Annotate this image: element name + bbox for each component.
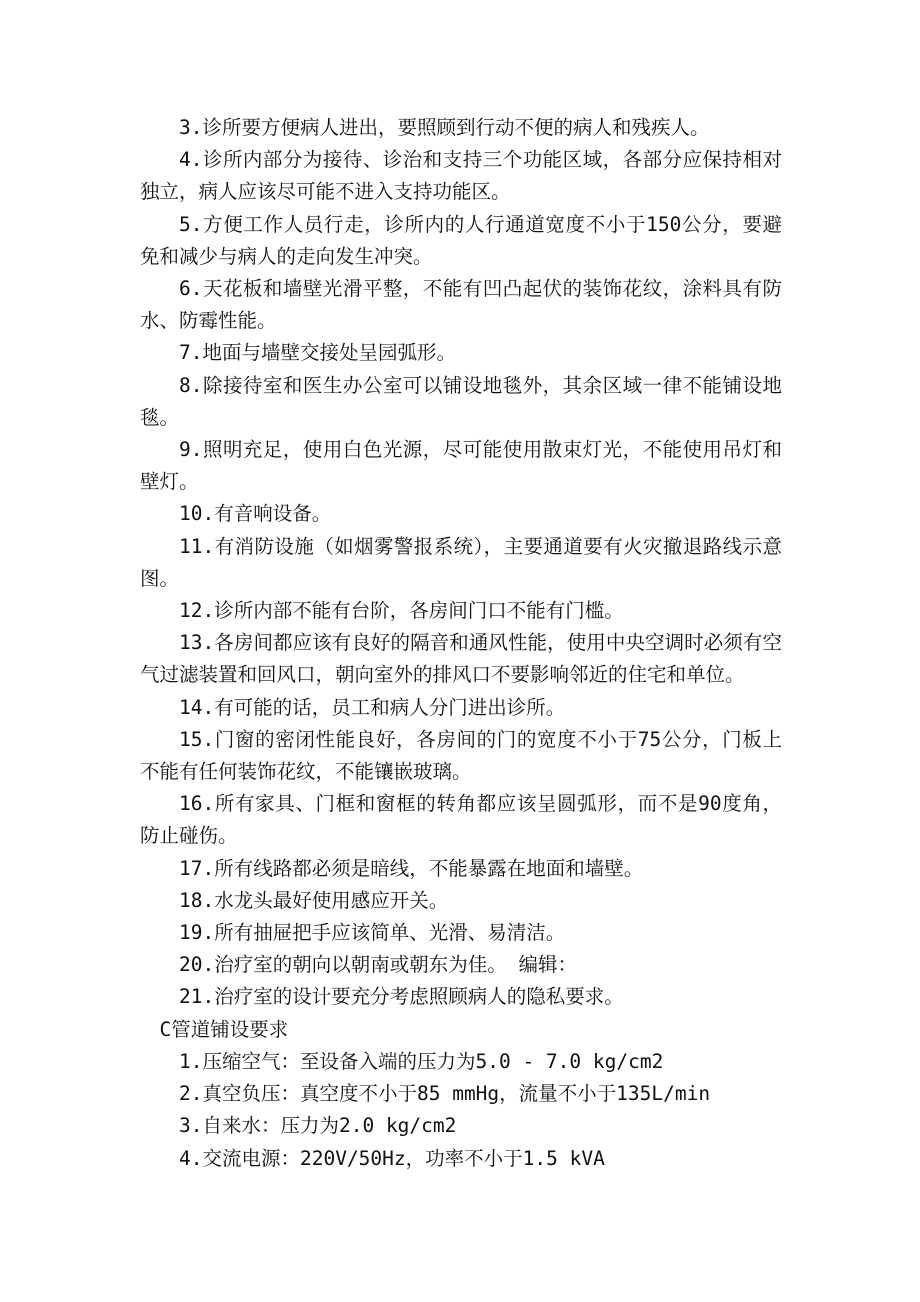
paragraph-item-6: 6.天花板和墙壁光滑平整，不能有凹凸起伏的装饰花纹，涂料具有防水、防霉性能。 [140, 277, 782, 333]
paragraph-item-8: 8.除接待室和医生办公室可以铺设地毯外，其余区域一律不能铺设地毯。 [140, 373, 782, 429]
paragraph-item-16: 16.所有家具、门框和窗框的转角都应该呈圆弧形，而不是90度角，防止碰伤。 [140, 792, 782, 848]
paragraph-item-11: 11.有消防设施（如烟雾警报系统），主要通道要有火灾撤退路线示意图。 [140, 534, 782, 590]
paragraph-item-18: 18.水龙头最好使用感应开关。 [179, 888, 449, 912]
document-body [140, 112, 782, 1175]
paragraph-item-3: 3.诊所要方便病人进出，要照顾到行动不便的病人和残疾人。 [179, 116, 710, 139]
paragraph-item-4: 4.诊所内部分为接待、诊治和支持三个功能区域，各部分应保持相对独立，病人应该尽可能不进入支持功能区。 [140, 148, 782, 204]
paragraph-item-10: 10.有音响设备。 [179, 502, 332, 526]
paragraph-item-17: 17.所有线路都必须是暗线，不能暴露在地面和墙壁。 [179, 856, 644, 880]
paragraph-item-13: 13.各房间都应该有良好的隔音和通风性能，使用中央空调时必须有空气过滤装置和回风口，朝向室外的排风口不要影响邻近的住宅和单位。 [140, 631, 782, 687]
pipe-item-vacuum: 2.真空负压：真空度不小于85 mmHg，流量不小于135L/min [179, 1082, 711, 1106]
pipe-item-tap-water: 3.自来水：压力为2.0 kg/cm2 [179, 1114, 457, 1138]
paragraph-item-15: 15.门窗的密闭性能良好，各房间的门的宽度不小于75公分，门板上不能有任何装饰花纹，不能镶嵌玻璃。 [140, 727, 782, 784]
paragraph-item-9: 9.照明充足，使用白色光源，尽可能使用散束灯光，不能使用吊灯和壁灯。 [140, 438, 782, 494]
pipe-item-ac-power: 4.交流电源：220V/50Hz，功率不小于1.5 kVA [179, 1146, 605, 1170]
paragraph-item-21: 21.治疗室的设计要充分考虑照顾病人的隐私要求。 [179, 985, 624, 1009]
paragraph-item-7: 7.地面与墙壁交接处呈园弧形。 [179, 341, 456, 365]
section-c-heading: C管道铺设要求 [159, 1017, 289, 1041]
pipe-item-compressed-air: 1.压缩空气：至设备入端的压力为5.0 - 7.0 kg/cm2 [179, 1049, 664, 1073]
paragraph-item-5: 5.方便工作人员行走，诊所内的人行通道宽度不小于150公分，要避免和减少与病人的走向发生冲突。 [140, 212, 782, 268]
paragraph-item-20: 20.治疗室的朝向以朝南或朝东为佳。 编辑： [179, 953, 577, 977]
paragraph-item-19: 19.所有抽屉把手应该简单、光滑、易清洁。 [179, 921, 566, 945]
paragraph-item-12: 12.诊所内部不能有台阶，各房间门口不能有门槛。 [179, 599, 624, 623]
paragraph-item-14: 14.有可能的话，员工和病人分门进出诊所。 [179, 695, 566, 719]
